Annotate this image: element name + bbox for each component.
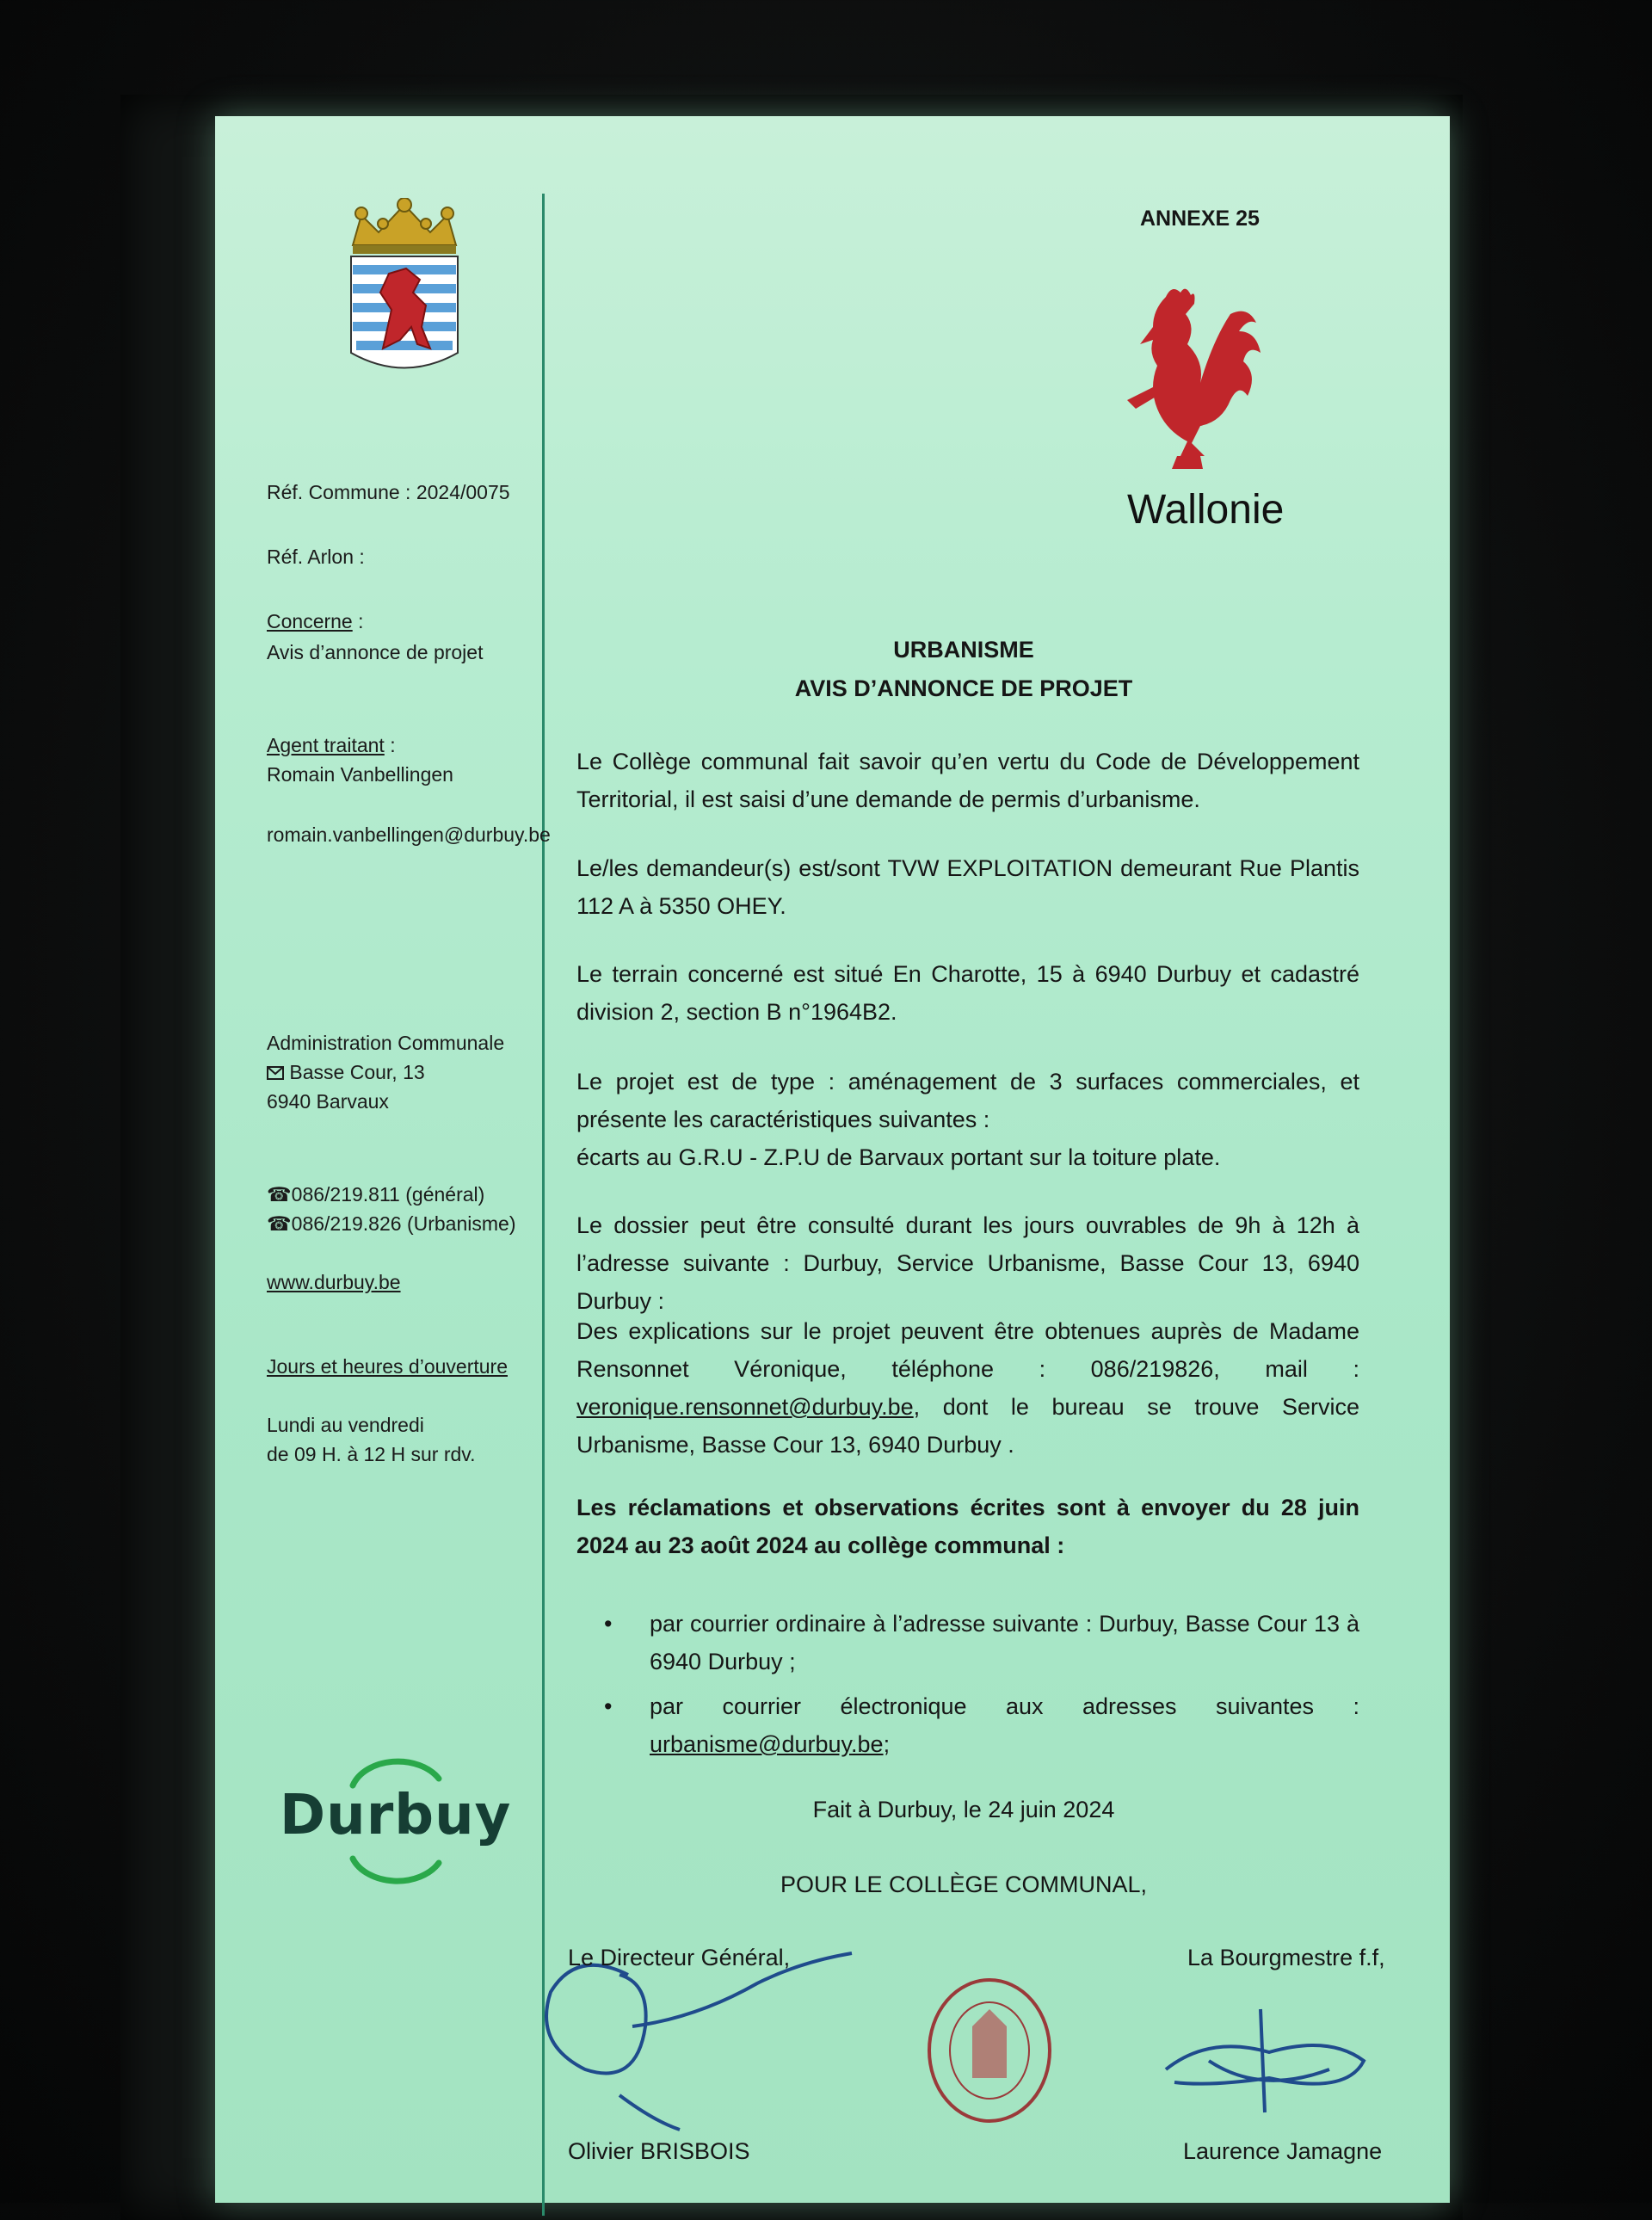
subject-label-text: Concerne [267, 610, 353, 632]
project-type-text: Le projet est de type : aménagement de 3 surfaces commerciales, et présente les caractéristiques suivantes : [576, 1069, 1359, 1132]
envelope-icon [267, 1066, 284, 1080]
notice-subtitle: AVIS D’ANNONCE DE PROJET [794, 675, 1133, 701]
paragraph-intro: Le Collège communal fait savoir qu’en vertu du Code de Développement Territorial, il est saisi d’une demande de permis d’urbanisme. [576, 749, 1359, 812]
agent-name: Romain Vanbellingen [267, 763, 453, 786]
seal-stamp-icon [925, 1975, 1054, 2125]
sidebar-divider [542, 194, 545, 2216]
list-item-email [594, 1687, 1359, 1763]
opening-hours-label: Jours et heures d’ouverture [267, 1355, 508, 1378]
phone-urbanism-number: 086/219.826 (Urbanisme) [291, 1212, 516, 1235]
annex-number: ANNEXE 25 [1140, 207, 1260, 231]
phone-icon: ☎ [267, 1183, 292, 1206]
mayor-signature [1157, 2001, 1381, 2121]
contact-office-text: , dont le bureau se trouve Service Urbanisme, Basse Cour 13, 6940 Durbuy . [576, 1394, 1359, 1458]
agent-label-text: Agent traitant [267, 734, 385, 756]
email-method-text: par courrier électronique aux adresses suivantes : [650, 1693, 1359, 1719]
paragraph-consultation: Le dossier peut être consulté durant les jours ouvrables de 9h à 12h à l’adresse suivante : Durbuy, Service Urbanisme, Basse Cour 13, 6940 Durbuy : [576, 1212, 1359, 1314]
durbuy-logo [280, 1751, 512, 1889]
list-item-postal: • par courrier ordinaire à l’adresse suivante : Durbuy, Basse Cour 13 à 6940 Durbuy ; [594, 1605, 1359, 1680]
paragraph-contact [576, 1312, 1359, 1464]
paragraph-applicant: Le/les demandeur(s) est/sont TVW EXPLOITATION demeurant Rue Plantis 112 A à 5350 OHEY. [576, 855, 1359, 919]
mayor-name: Laurence Jamagne [1183, 2138, 1383, 2164]
phone-icon: ☎ [267, 1212, 292, 1235]
subject-label-colon: : [352, 610, 364, 632]
opening-hours-days: Lundi au vendredi [267, 1414, 424, 1436]
durbuy-logo-text: Durbuy [280, 1784, 512, 1847]
region-wordmark: Wallonie [1127, 487, 1285, 533]
agent-email-link[interactable]: romain.vanbellingen@durbuy.be [267, 823, 551, 846]
phone-general [267, 1180, 484, 1209]
opening-hours-times: de 09 H. à 12 H sur rdv. [267, 1443, 476, 1465]
notice-sheet [215, 116, 1450, 2203]
mayor-title: La Bourgmestre f.f, [1187, 1945, 1385, 1970]
paragraph-project-type [576, 1063, 1359, 1176]
coat-of-arms-icon [344, 198, 465, 379]
agent-label [267, 731, 396, 760]
contact-text: Des explications sur le projet peuvent être obtenues auprès de Madame Rensonnet Véronique, téléphone : 086/219826, mail : [576, 1318, 1359, 1382]
subject-label [267, 607, 364, 636]
subject-value: Avis d’annonce de projet [267, 641, 484, 663]
contact-email-link[interactable]: veronique.rensonnet@durbuy.be [576, 1394, 914, 1420]
urbanism-email-link[interactable]: urbanisme@durbuy.be [650, 1731, 884, 1757]
college-heading: POUR LE COLLÈGE COMMUNAL, [780, 1872, 1148, 1897]
submission-methods-list [594, 1605, 1359, 1770]
email-method-suffix: ; [883, 1731, 891, 1757]
director-name: Olivier BRISBOIS [568, 2138, 750, 2164]
admin-street [267, 1058, 425, 1087]
admin-city: 6940 Barvaux [267, 1090, 389, 1113]
paragraph-claims-period: Les réclamations et observations écrites sont à envoyer du 28 juin 2024 au 23 août 2024 au collège communal : [576, 1495, 1359, 1558]
notice-title: URBANISME [893, 637, 1034, 663]
rooster-icon [1119, 280, 1265, 478]
issue-date: Fait à Durbuy, le 24 juin 2024 [812, 1797, 1115, 1822]
reference-commune: Réf. Commune : 2024/0075 [267, 481, 510, 503]
reference-arlon: Réf. Arlon : [267, 546, 365, 568]
phone-general-number: 086/219.811 (général) [291, 1183, 485, 1206]
director-title: Le Directeur Général, [568, 1945, 791, 1970]
website-link[interactable]: www.durbuy.be [267, 1271, 401, 1293]
admin-street-text: Basse Cour, 13 [289, 1061, 425, 1083]
paragraph-location: Le terrain concerné est situé En Charotte, 15 à 6940 Durbuy et cadastré division 2, section B n°1964B2. [576, 961, 1359, 1025]
phone-urbanism [267, 1209, 515, 1238]
project-deviation-text: écarts au G.R.U - Z.P.U de Barvaux portant sur la toiture plate. [576, 1144, 1221, 1170]
admin-title: Administration Communale [267, 1032, 505, 1054]
agent-label-colon: : [384, 734, 396, 756]
